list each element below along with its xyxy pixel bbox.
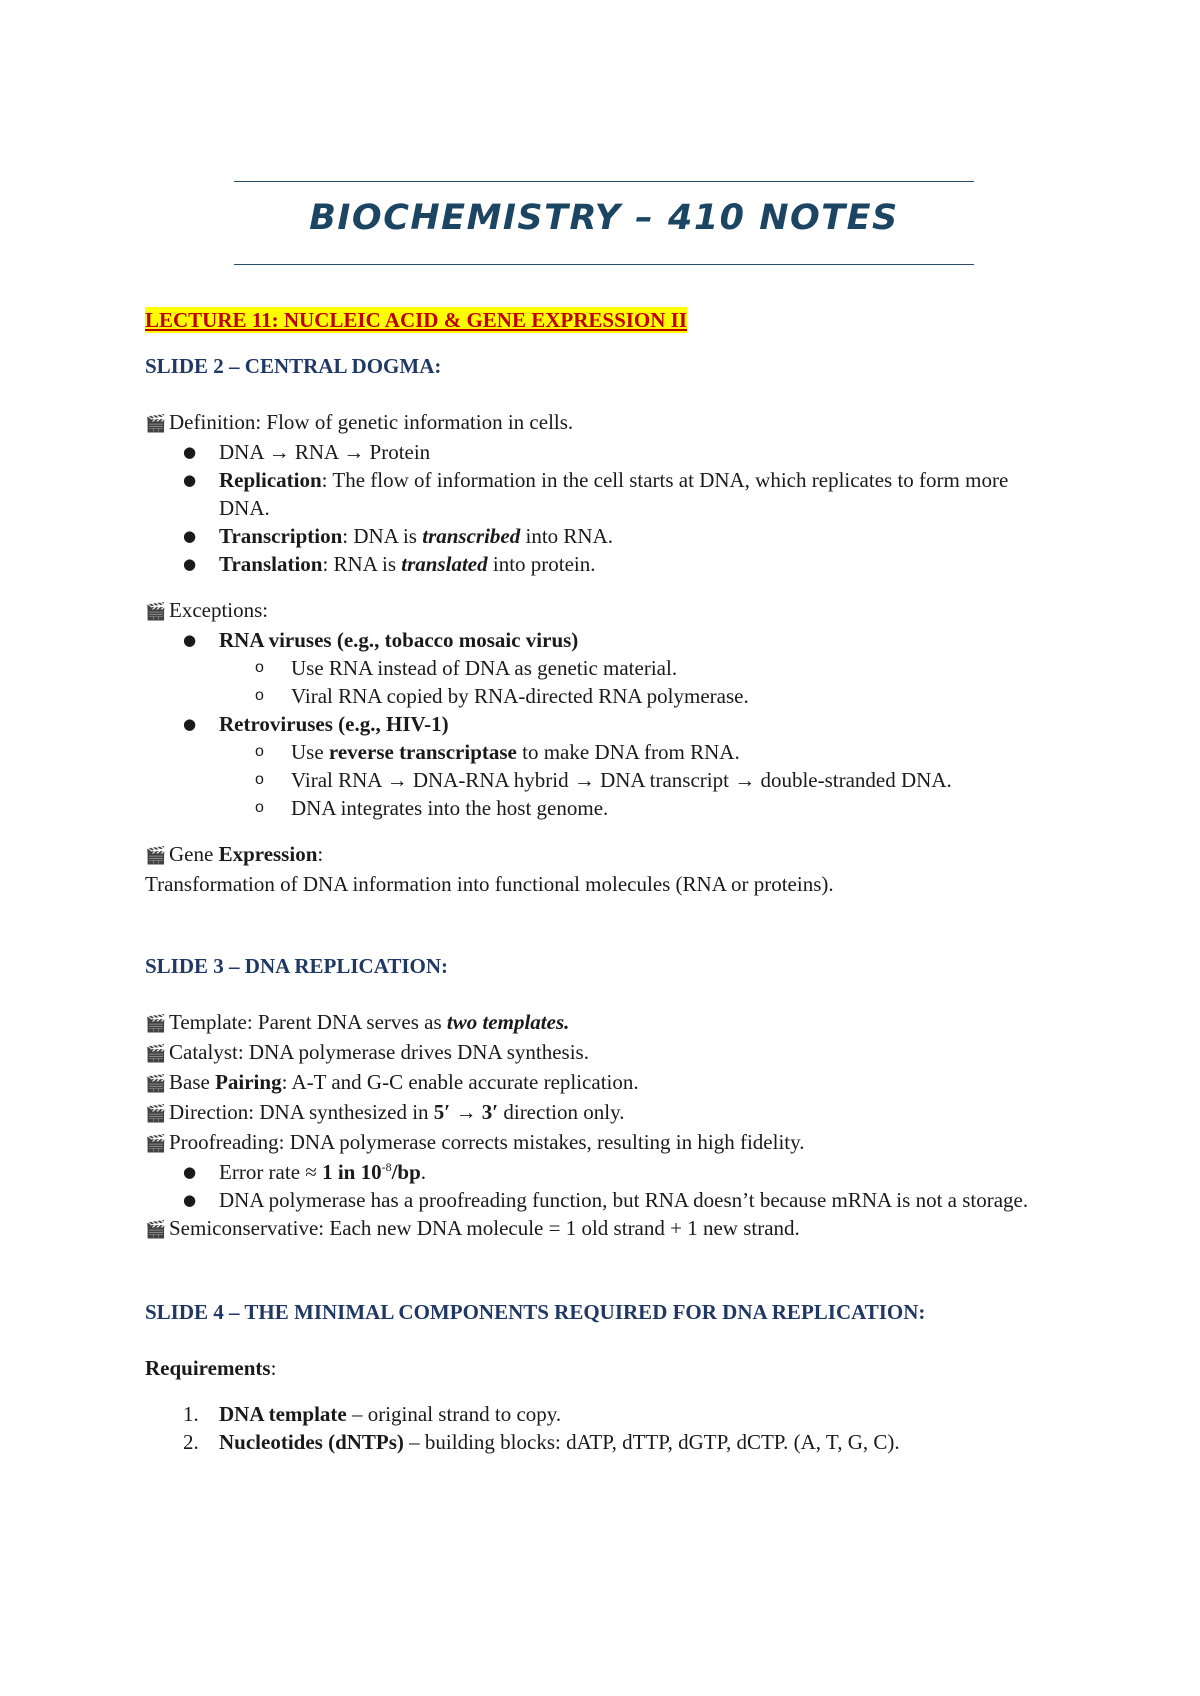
bullet-icon: ●: [183, 443, 197, 461]
clapperboard-icon: 🎬: [145, 414, 167, 434]
list-item: ● Translation: RNA is translated into protein.: [183, 552, 596, 576]
bullet-icon: ●: [183, 555, 197, 573]
clapperboard-icon: 🎬: [145, 1220, 167, 1240]
title-bottom-rule: [234, 264, 974, 265]
central-dogma-list: [145, 438, 1045, 578]
proofreading-list: [145, 1158, 1045, 1214]
list-item: ● DNA polymerase has a proofreading function, but RNA doesn’t because mRNA is not a storage.: [183, 1188, 1029, 1212]
base-pairing-line: 🎬 Base Pairing: A-T and G-C enable accurate replication.: [145, 1068, 1045, 1098]
catalyst-line: 🎬 Catalyst: DNA polymerase drives DNA synthesis.: [145, 1038, 1045, 1068]
document-body: [145, 306, 1045, 1456]
clapperboard-icon: 🎬: [145, 602, 167, 622]
title-top-rule: [234, 181, 974, 182]
list-item: 1. DNA template – original strand to copy.: [183, 1402, 562, 1426]
sub-bullet-icon: o: [255, 799, 264, 816]
clapperboard-icon: 🎬: [145, 1134, 167, 1154]
list-item: ● DNA → RNA → Protein: [183, 440, 431, 464]
template-line: 🎬 Template: Parent DNA serves as two templates.: [145, 1008, 1045, 1038]
bullet-icon: ●: [183, 631, 197, 649]
clapperboard-icon: 🎬: [145, 846, 167, 866]
bullet-icon: ●: [183, 527, 197, 545]
semiconservative-line: 🎬 Semiconservative: Each new DNA molecule = 1 old strand + 1 new strand.: [145, 1214, 1045, 1244]
direction-line: 🎬 Direction: DNA synthesized in 5′ → 3′ direction only.: [145, 1098, 1045, 1128]
list-item: ● RNA viruses (e.g., tobacco mosaic virus) o Use RNA instead of DNA as genetic material. o Viral RNA copied by RNA-directed RNA polymerase.: [145, 626, 1045, 710]
list-item: ● Replication: The flow of information in the cell starts at DNA, which replicates to form more DNA.: [183, 468, 1009, 520]
sub-bullet-icon: o: [255, 771, 264, 788]
document-title: BIOCHEMISTRY – 410 NOTES: [309, 198, 899, 238]
slide3-heading: SLIDE 3 – DNA REPLICATION:: [145, 954, 448, 978]
gene-expression-desc: Transformation of DNA information into functional molecules (RNA or proteins).: [145, 872, 834, 896]
sub-list-item: o DNA integrates into the host genome.: [255, 796, 609, 820]
bullet-icon: ●: [183, 471, 197, 489]
bullet-icon: ●: [183, 1163, 197, 1181]
list-item: ● Error rate ≈ 1 in $10^{-8}/bp$.: [183, 1160, 427, 1184]
requirements-list: [145, 1400, 1045, 1456]
exceptions-list: [145, 626, 1045, 822]
sub-list-item: o Viral RNA copied by RNA-directed RNA polymerase.: [255, 684, 749, 708]
clapperboard-icon: 🎬: [145, 1014, 167, 1034]
requirements-label: Requirements:: [145, 1356, 277, 1380]
bullet-icon: ●: [183, 1191, 197, 1209]
clapperboard-icon: 🎬: [145, 1104, 167, 1124]
list-item: ● Retroviruses (e.g., HIV-1) o Use reverse transcriptase to make DNA from RNA. o Viral RNA → DNA-RNA hybrid → DNA transcript → double-stranded DNA. o DNA integrates into the host genome.: [145, 710, 1045, 822]
list-item: ● Transcription: DNA is transcribed into RNA.: [183, 524, 614, 548]
sub-bullet-icon: o: [255, 743, 264, 760]
definition-line: 🎬 Definition: Flow of genetic information in cells.: [145, 408, 1045, 438]
proofreading-line: 🎬 Proofreading: DNA polymerase corrects mistakes, resulting in high fidelity.: [145, 1128, 1045, 1158]
sub-list-item: o Use reverse transcriptase to make DNA from RNA.: [255, 740, 740, 764]
exceptions-line: 🎬 Exceptions:: [145, 596, 1045, 626]
sub-bullet-icon: o: [255, 659, 264, 676]
list-item: 2. Nucleotides (dNTPs) – building blocks: dATP, dTTP, dGTP, dCTP. (A, T, G, C).: [183, 1430, 900, 1454]
sub-list-item: o Use RNA instead of DNA as genetic material.: [255, 656, 678, 680]
slide2-heading: SLIDE 2 – CENTRAL DOGMA:: [145, 354, 442, 378]
sub-list-item: o Viral RNA → DNA-RNA hybrid → DNA transcript → double-stranded DNA.: [255, 768, 952, 792]
clapperboard-icon: 🎬: [145, 1074, 167, 1094]
sub-bullet-icon: o: [255, 687, 264, 704]
gene-expression-line: 🎬 Gene Expression:: [145, 840, 1045, 870]
clapperboard-icon: 🎬: [145, 1044, 167, 1064]
lecture-heading: LECTURE 11: NUCLEIC ACID & GENE EXPRESSION II: [145, 308, 688, 332]
bullet-icon: ●: [183, 715, 197, 733]
slide4-heading: SLIDE 4 – THE MINIMAL COMPONENTS REQUIRED FOR DNA REPLICATION:: [145, 1300, 926, 1324]
